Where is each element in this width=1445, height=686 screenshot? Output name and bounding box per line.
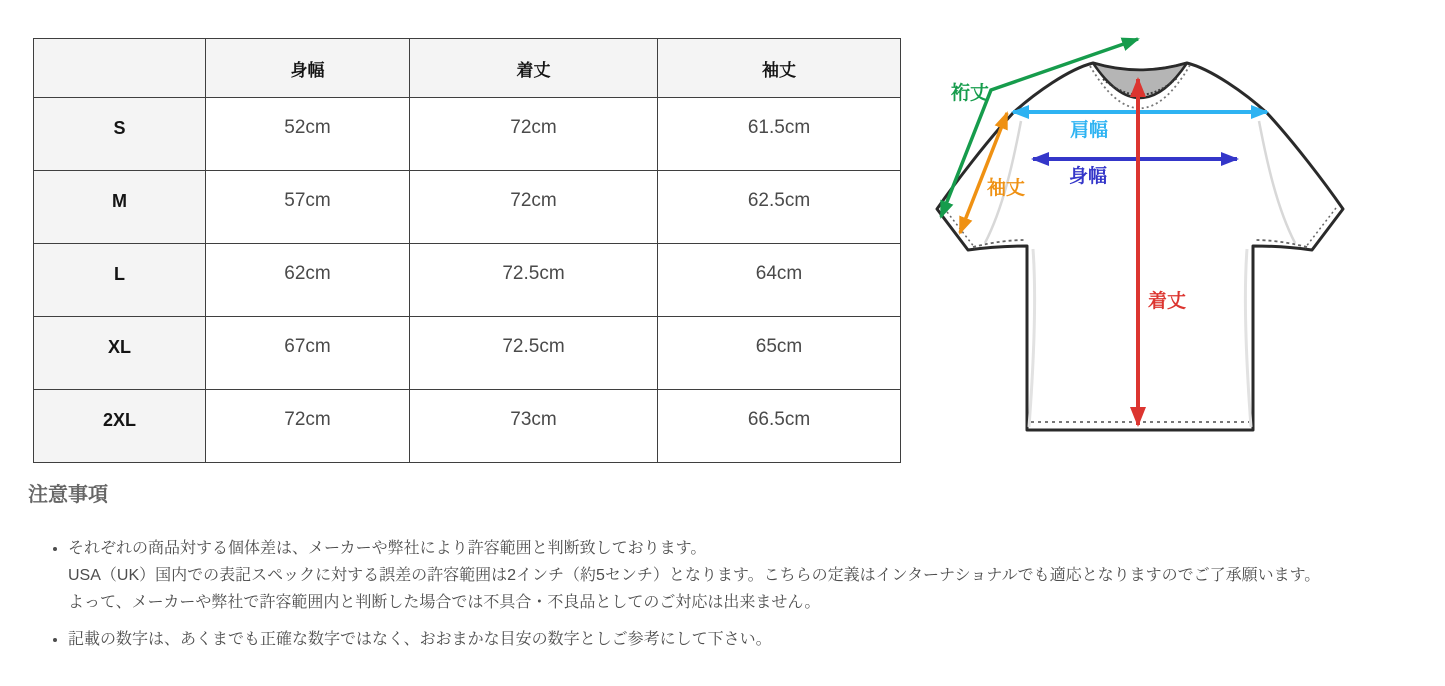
notes-heading: 注意事項 — [28, 484, 108, 506]
row-header-size: 2XL — [34, 390, 206, 463]
tshirt-diagram-svg — [923, 3, 1353, 463]
cell-length: 72cm — [410, 171, 658, 244]
sodetake-label: 袖丈 — [987, 178, 1026, 199]
note-item — [68, 626, 1438, 653]
notes-section — [28, 478, 1438, 663]
cell-length: 72cm — [410, 98, 658, 171]
cell-body-width: 52cm — [206, 98, 410, 171]
yukitake-label: 裄丈 — [951, 83, 990, 104]
table-row — [34, 390, 901, 463]
table-corner-cell — [34, 39, 206, 98]
cell-length: 73cm — [410, 390, 658, 463]
cell-sleeve-length: 65cm — [658, 317, 901, 390]
col-header-body-width: 身幅 — [206, 39, 410, 98]
cell-sleeve-length: 66.5cm — [658, 390, 901, 463]
row-header-size: L — [34, 244, 206, 317]
cell-length: 72.5cm — [410, 317, 658, 390]
katahaba-label: 肩幅 — [1070, 120, 1109, 141]
cell-body-width: 67cm — [206, 317, 410, 390]
note-line: USA（UK）国内での表記スペックに対する誤差の許容範囲は2インチ（約5センチ）となります。こちらの定義はインターナショナルでも適応となりますのでご了承願います。 — [68, 567, 1321, 584]
row-header-size: M — [34, 171, 206, 244]
col-header-length: 着丈 — [410, 39, 658, 98]
row-header-size: S — [34, 98, 206, 171]
table-row — [34, 98, 901, 171]
tshirt-measurement-diagram — [923, 3, 1353, 463]
table-row — [34, 244, 901, 317]
row-header-size: XL — [34, 317, 206, 390]
col-header-sleeve-length: 袖丈 — [658, 39, 901, 98]
note-line: • 記載の数字は、あくまでも正確な数字ではなく、おおまかな目安の数字としご参考にして下さい。 — [68, 631, 772, 648]
cell-length: 72.5cm — [410, 244, 658, 317]
table-row — [34, 171, 901, 244]
cell-sleeve-length: 64cm — [658, 244, 901, 317]
table-header-row — [34, 39, 901, 98]
note-line: • それぞれの商品対する個体差は、メーカーや弊社により許容範囲と判断致しております。 — [68, 540, 707, 557]
kitake-label: 着丈 — [1148, 291, 1187, 312]
size-table — [33, 38, 901, 463]
cell-sleeve-length: 61.5cm — [658, 98, 901, 171]
mihaba-label: 身幅 — [1069, 166, 1108, 187]
cell-body-width: 57cm — [206, 171, 410, 244]
cell-body-width: 62cm — [206, 244, 410, 317]
notes-list — [28, 535, 1438, 653]
note-item — [68, 535, 1438, 616]
cell-sleeve-length: 62.5cm — [658, 171, 901, 244]
note-line: よって、メーカーや弊社で許容範囲内と判断した場合では不具合・不良品としてのご対応は出来ません。 — [68, 594, 821, 611]
table-row — [34, 317, 901, 390]
cell-body-width: 72cm — [206, 390, 410, 463]
